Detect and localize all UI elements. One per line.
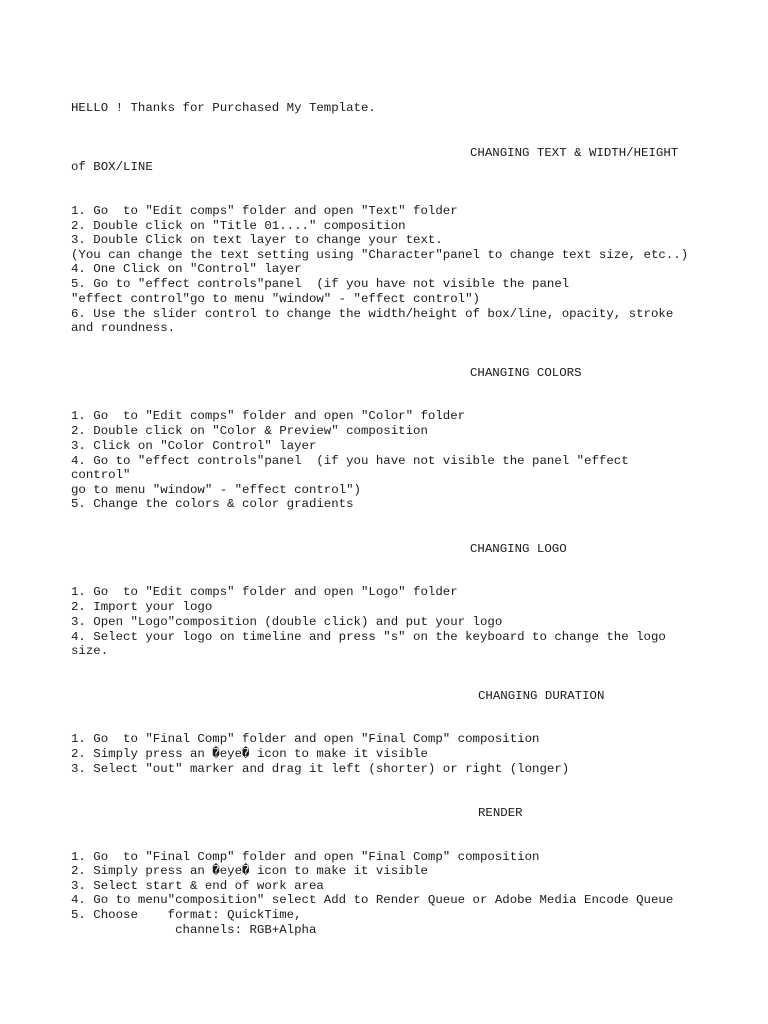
text-step-line: 5. Go to "effect controls"panel (if you have not visible the panel — [71, 277, 570, 291]
heading-render: RENDER — [478, 806, 523, 820]
text-step-line: and roundness. — [71, 321, 176, 335]
render-step-line: 2. Simply press an �eye� icon to make it visible — [71, 864, 428, 878]
render-step-line: 3. Select start & end of work area — [71, 879, 324, 893]
duration-step-line: 3. Select "out" marker and drag it left (shorter) or right (longer) — [71, 762, 570, 776]
colors-step-line: 3. Click on "Color Control" layer — [71, 439, 317, 453]
render-step-line: 4. Go to menu"composition" select Add to Render Queue or Adobe Media Encode Queue — [71, 893, 674, 907]
colors-step-line: 1. Go to "Edit comps" folder and open "Color" folder — [71, 409, 466, 423]
heading-changing-duration: CHANGING DURATION — [478, 689, 605, 703]
colors-step-line: go to menu "window" - "effect control") — [71, 483, 361, 497]
text-step-line: "effect control"go to menu "window" - "effect control") — [71, 292, 480, 306]
duration-step-line: 1. Go to "Final Comp" folder and open "Final Comp" composition — [71, 732, 540, 746]
text-step-line: (You can change the text setting using "Character"panel to change text size, etc..) — [71, 248, 689, 262]
render-step-line: 1. Go to "Final Comp" folder and open "Final Comp" composition — [71, 850, 540, 864]
logo-step-line: 1. Go to "Edit comps" folder and open "Logo" folder — [71, 585, 458, 599]
heading-changing-logo: CHANGING LOGO — [470, 542, 567, 556]
heading-changing-text-cont: of BOX/LINE — [71, 160, 153, 174]
colors-step-line: 5. Change the colors & color gradients — [71, 497, 354, 511]
logo-step-line: 2. Import your logo — [71, 600, 213, 614]
render-step-line: channels: RGB+Alpha — [71, 923, 317, 937]
colors-step-line: control" — [71, 468, 131, 482]
logo-step-line: 4. Select your logo on timeline and press "s" on the keyboard to change the logo — [71, 630, 666, 644]
intro-text: HELLO ! Thanks for Purchased My Template. — [71, 101, 376, 115]
heading-changing-colors: CHANGING COLORS — [470, 366, 582, 380]
text-step-line: 6. Use the slider control to change the width/height of box/line, opacity, stroke — [71, 307, 674, 321]
render-step-line: 5. Choose format: QuickTime, — [71, 908, 302, 922]
logo-step-line: size. — [71, 644, 109, 658]
text-step-line: 1. Go to "Edit comps" folder and open "Text" folder — [71, 204, 458, 218]
text-step-line: 3. Double Click on text layer to change your text. — [71, 233, 443, 247]
logo-step-line: 3. Open "Logo"composition (double click) and put your logo — [71, 615, 503, 629]
text-step-line: 2. Double click on "Title 01...." composition — [71, 219, 406, 233]
duration-step-line: 2. Simply press an �eye� icon to make it visible — [71, 747, 428, 761]
text-step-line: 4. One Click on "Control" layer — [71, 262, 302, 276]
heading-changing-text: CHANGING TEXT & WIDTH/HEIGHT — [470, 146, 679, 160]
colors-step-line: 2. Double click on "Color & Preview" composition — [71, 424, 428, 438]
colors-step-line: 4. Go to "effect controls"panel (if you have not visible the panel "effect — [71, 454, 629, 468]
